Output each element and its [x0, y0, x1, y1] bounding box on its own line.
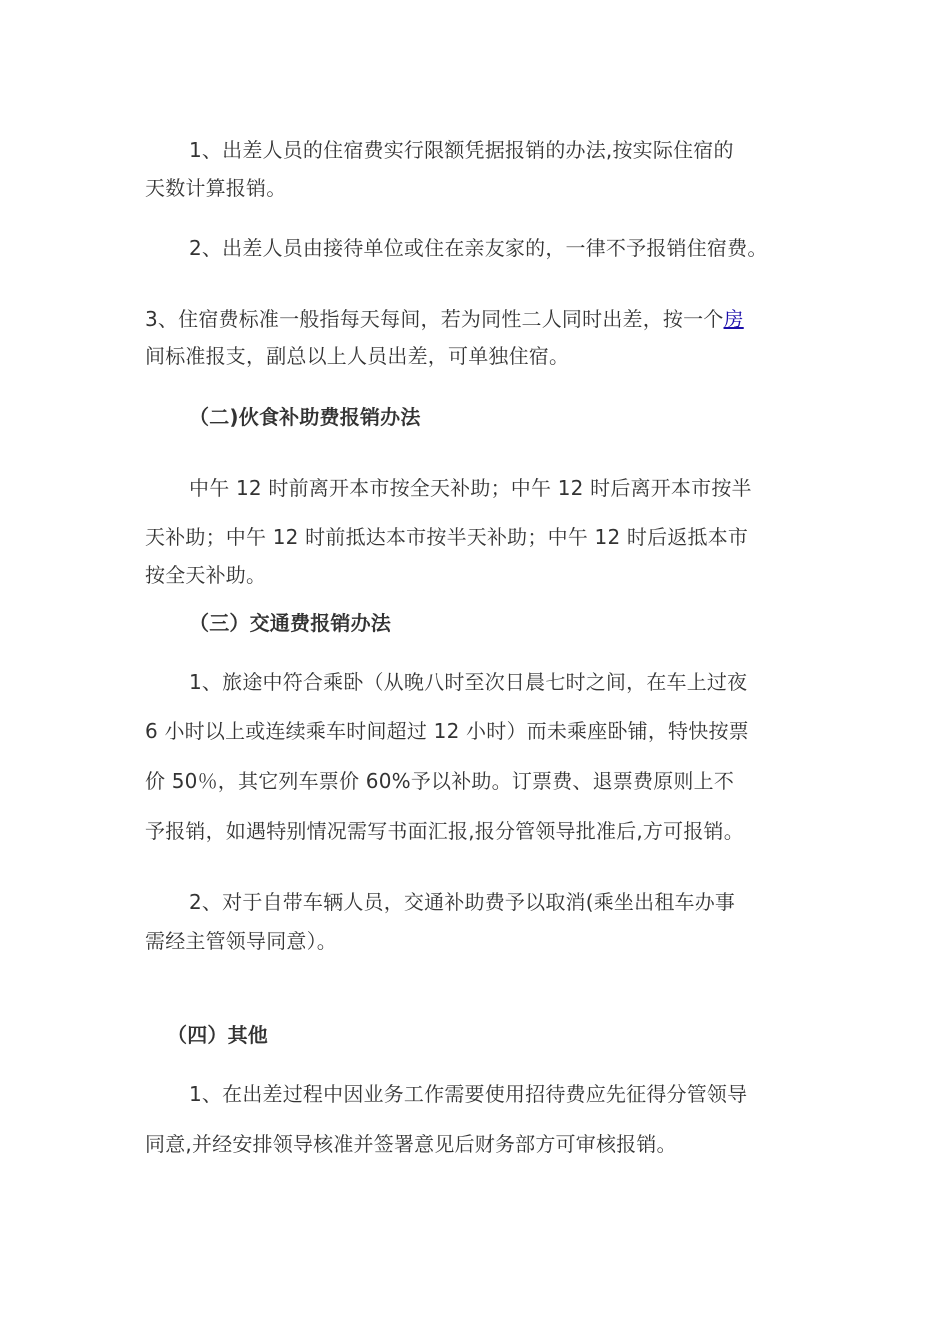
- heading-transport: （三）交通费报销办法: [189, 611, 391, 635]
- heading-other: （四）其他: [167, 1023, 268, 1047]
- p2-line1: 2、出差人员由接待单位或住在亲友家的，一律不予报销住宿费。: [189, 236, 768, 260]
- p1-line1: 1、出差人员的住宿费实行限额凭据报销的办法,按实际住宿的: [189, 138, 734, 162]
- p1-line2: 天数计算报销。: [145, 176, 287, 200]
- p6-line1: 2、对于自带车辆人员，交通补助费予以取消(乘坐出租车办事: [189, 890, 736, 914]
- p3-line2: 间标准报支，副总以上人员出差，可单独住宿。: [145, 344, 570, 368]
- p7-line1: 1、在出差过程中因业务工作需要使用招待费应先征得分管领导: [189, 1082, 748, 1106]
- p6-line2: 需经主管领导同意）。: [145, 929, 337, 953]
- p4-line3: 按全天补助。: [145, 563, 267, 587]
- p3-line1-text: 3、住宿费标准一般指每天每间，若为同性二人同时出差，按一个: [145, 307, 724, 331]
- room-link[interactable]: 房: [723, 307, 744, 331]
- p4-line1: 中午 12 时前离开本市按全天补助；中午 12 时后离开本市按半: [189, 476, 752, 500]
- p3-line1: [145, 306, 744, 332]
- p5-line4: 予报销，如遇特别情况需写书面汇报,报分管领导批准后,方可报销。: [145, 819, 744, 843]
- p5-line1: 1、旅途中符合乘卧（从晚八时至次日晨七时之间，在车上过夜: [189, 670, 748, 694]
- heading-meal-allowance: （二)伙食补助费报销办法: [189, 405, 421, 429]
- p5-line3: 价 50％，其它列车票价 60%予以补助。订票费、退票费原则上不: [145, 769, 735, 793]
- p5-line2: 6 小时以上或连续乘车时间超过 12 小时）而未乘座卧铺，特快按票: [145, 719, 749, 743]
- p4-line2: 天补助；中午 12 时前抵达本市按半天补助；中午 12 时后返抵本市: [145, 525, 749, 549]
- p7-line2: 同意,并经安排领导核准并签署意见后财务部方可审核报销。: [145, 1132, 677, 1156]
